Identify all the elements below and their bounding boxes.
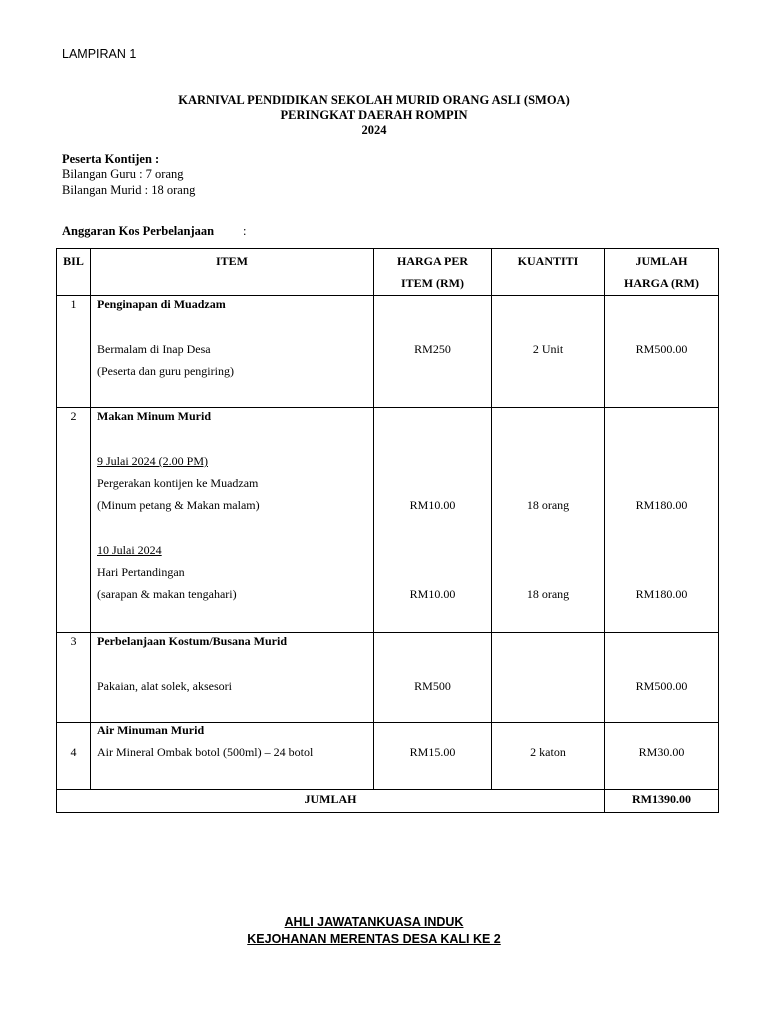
- header-jumlah: [605, 249, 719, 296]
- row-jumlah: RM30.00: [638, 745, 685, 759]
- total-label: JUMLAH: [304, 792, 357, 806]
- table-row: [57, 723, 719, 790]
- row-bil: 4: [70, 745, 77, 759]
- row-item-desc: Hari Pertandingan: [97, 565, 185, 579]
- row-jumlah: RM180.00: [635, 498, 688, 512]
- footer-heading: AHLI JAWATANKUASA INDUK: [284, 915, 464, 929]
- bilangan-guru: Bilangan Guru : 7 orang: [62, 167, 184, 181]
- row-item-title: Makan Minum Murid: [97, 409, 212, 423]
- table-row: [57, 296, 719, 408]
- header-jumlah-line2: HARGA (RM): [624, 276, 699, 290]
- bilangan-murid: Bilangan Murid : 18 orang: [62, 183, 196, 197]
- row-item-desc: Bermalam di Inap Desa: [97, 342, 211, 356]
- row-item-date: 10 Julai 2024: [97, 543, 162, 557]
- table-row: [57, 633, 719, 723]
- row-item-desc: Pakaian, alat solek, aksesori: [97, 679, 232, 693]
- row-bil: 2: [70, 409, 77, 423]
- row-item-date: 9 Julai 2024 (2.00 PM): [97, 454, 208, 468]
- table-total-row: [57, 790, 719, 813]
- row-jumlah: RM500.00: [635, 342, 688, 356]
- header-jumlah-line1: JUMLAH: [635, 254, 688, 268]
- row-kuantiti: 2 Unit: [532, 342, 564, 356]
- row-harga: RM10.00: [409, 498, 456, 512]
- table-header-row: [57, 249, 719, 296]
- budget-table: [56, 248, 719, 813]
- total-value: RM1390.00: [632, 792, 691, 806]
- row-bil: 3: [70, 634, 77, 648]
- row-kuantiti: 2 katon: [530, 745, 566, 759]
- row-jumlah: RM500.00: [635, 679, 688, 693]
- row-harga: RM500: [414, 679, 451, 693]
- row-item-desc: (Minum petang & Makan malam): [97, 498, 260, 512]
- row-jumlah: RM180.00: [635, 587, 688, 601]
- header-harga-line2: ITEM (RM): [401, 276, 464, 290]
- footer-subheading: KEJOHANAN MERENTAS DESA KALI KE 2: [247, 932, 501, 946]
- row-item-desc: (sarapan & makan tengahari): [97, 587, 237, 601]
- row-item-title: Penginapan di Muadzam: [97, 297, 226, 311]
- header-bil: BIL: [57, 249, 91, 296]
- row-item-desc: (Peserta dan guru pengiring): [97, 364, 234, 378]
- row-item-desc: Air Mineral Ombak botol (500ml) – 24 botol: [97, 745, 314, 759]
- row-item-title: Air Minuman Murid: [97, 723, 205, 737]
- row-harga: RM250: [414, 342, 451, 356]
- document-title: KARNIVAL PENDIDIKAN SEKOLAH MURID ORANG ASLI (SMOA): [178, 93, 570, 107]
- row-harga: RM10.00: [409, 587, 456, 601]
- lampiran-label: LAMPIRAN 1: [62, 47, 137, 61]
- row-item-desc: Pergerakan kontijen ke Muadzam: [97, 476, 259, 490]
- anggaran-heading: Anggaran Kos Perbelanjaan: [62, 224, 215, 238]
- header-harga-line1: HARGA PER: [396, 254, 468, 268]
- row-harga: RM15.00: [409, 745, 456, 759]
- header-item: ITEM: [91, 249, 374, 296]
- header-harga: [374, 249, 492, 296]
- peserta-heading: Peserta Kontijen :: [62, 152, 160, 166]
- document-year: 2024: [361, 123, 387, 137]
- header-kuantiti: KUANTITI: [492, 249, 605, 296]
- row-item-title: Perbelanjaan Kostum/Busana Murid: [97, 634, 288, 648]
- row-bil: 1: [70, 297, 77, 311]
- row-kuantiti: 18 orang: [526, 498, 570, 512]
- table-row: [57, 408, 719, 633]
- document-subtitle: PERINGKAT DAERAH ROMPIN: [280, 108, 468, 122]
- row-kuantiti: 18 orang: [526, 587, 570, 601]
- anggaran-colon: :: [243, 224, 247, 238]
